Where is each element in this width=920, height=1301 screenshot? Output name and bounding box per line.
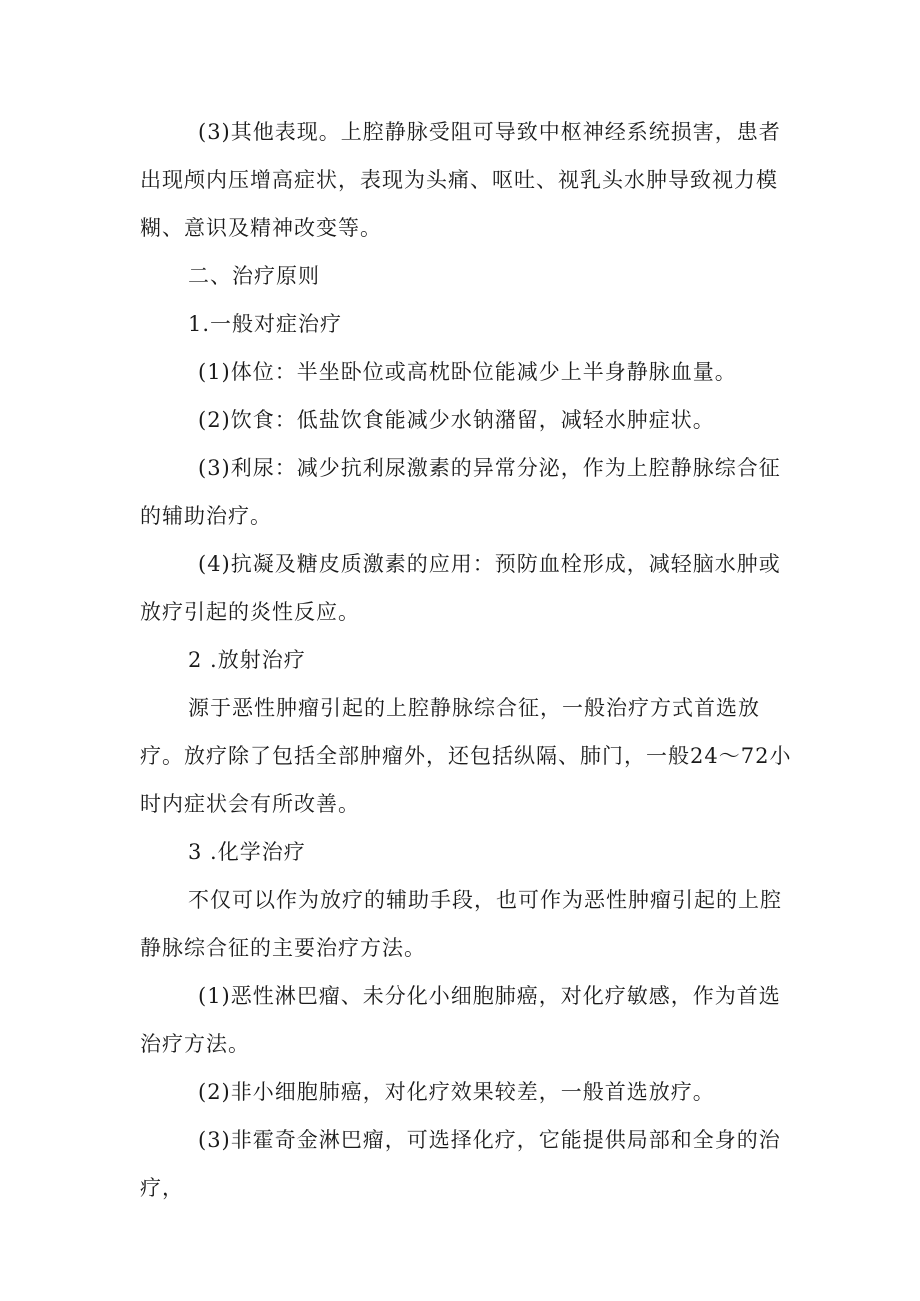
paragraph-lymphoma-sclc: (1)恶性淋巴瘤、未分化小细胞肺癌，对化疗敏感，作为首选治疗方法。 [140,984,781,1056]
document-body [140,108,800,1212]
heading-treatment-principles: 二、治疗原则 [188,264,320,288]
paragraph-diuresis: (3)利尿：减少抗利尿激素的异常分泌，作为上腔静脉综合征的辅助治疗。 [140,456,781,528]
paragraph-nhl: (3)非霍奇金淋巴瘤，可选择化疗，它能提供局部和全身的治疗， [140,1128,781,1200]
paragraph-body-position: (1)体位：半坐卧位或高枕卧位能减少上半身静脉血量。 [198,360,737,384]
paragraph-diet: (2)饮食：低盐饮食能减少水钠潴留，减轻水肿症状。 [198,408,715,432]
paragraph-radiotherapy: 源于恶性肿瘤引起的上腔静脉综合征，一般治疗方式首选放疗。放疗除了包括全部肿瘤外，还包括纵隔、肺门，一般24～72小时内症状会有所改善。 [140,696,792,816]
paragraph-other-symptoms: (3)其他表现。上腔静脉受阻可导致中枢神经系统损害，患者出现颅内压增高症状，表现为头痛、呕吐、视乳头水肿导致视力模糊、意识及精神改变等。 [140,120,781,240]
paragraph-chemotherapy: 不仅可以作为放疗的辅助手段，也可作为恶性肿瘤引起的上腔静脉综合征的主要治疗方法。 [140,888,782,960]
paragraph-nsclc: (2)非小细胞肺癌，对化疗效果较差，一般首选放疗。 [198,1080,715,1104]
heading-chemotherapy: 3 .化学治疗 [188,840,306,864]
heading-symptomatic-treatment: 1.一般对症治疗 [188,312,343,336]
heading-radiotherapy: 2 .放射治疗 [188,648,306,672]
paragraph-anticoagulation: (4)抗凝及糖皮质激素的应用：预防血栓形成，减轻脑水肿或放疗引起的炎性反应。 [140,552,781,624]
